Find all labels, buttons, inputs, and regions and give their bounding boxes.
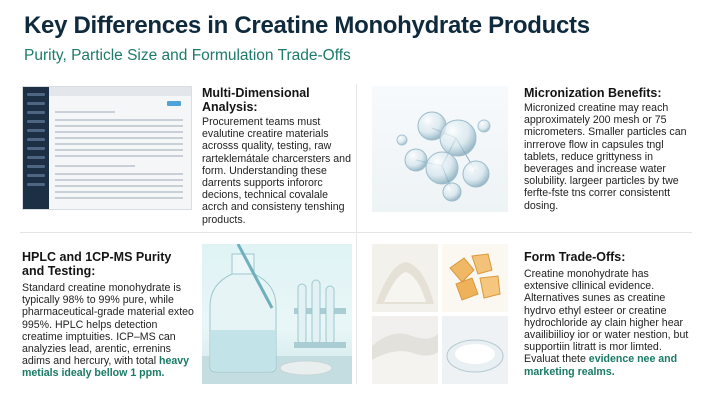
dashboard-sidebar — [23, 87, 49, 209]
hplc-body-highlight: heavy metials idealy bellow 1 ppm. — [22, 355, 190, 380]
analysis-title: Multi-Dimensional Analysis: — [202, 86, 310, 114]
dashboard-topbar — [49, 87, 191, 96]
form-title: Form Trade-Offs: — [524, 250, 626, 264]
dashboard-button-graphic — [167, 101, 181, 106]
form-body-highlight: evidence nee and marketing realms. — [524, 353, 678, 378]
page-title: Key Differences in Creatine Monohydrate Products — [24, 12, 590, 39]
analysis-body: Procurement teams must evalutine creatire materials acrosss quality, testing, raw rarteklemátale charcersters and form. Understanding these darrents supports infororc decions, technical covalale acrch and consisteny tenshing products. — [202, 116, 351, 226]
micronization-body: Micronized creatine may reach approximately 200 mesh or 75 micrometers. Smaller particles can inrrerove flow in capsules tngl tablets, reduce grittyness in beverages and increase water solubility. largeer particles by twe ferfte-fste tns correr consistentt dosing. — [524, 102, 687, 212]
form-body — [524, 268, 696, 378]
fine-powder-image — [372, 316, 438, 384]
form-body-text: Creatine monohydrate has extensive cllinical evidence. Alternatives sunes as creatine hydrvo ethyl esteer or creatine hydrochloride ay clain higher hear availibiilioy ior or water nestion, but supportiin litratt is mor limted. Evaluat thete — [524, 268, 689, 366]
lab-glassware-image — [202, 244, 352, 384]
hplc-body — [22, 282, 198, 380]
dashboard-screenshot-image — [22, 86, 192, 210]
particle-bubbles-image — [372, 86, 508, 212]
vertical-divider — [356, 84, 357, 384]
page-subtitle: Purity, Particle Size and Formulation Trade-Offs — [24, 47, 351, 64]
creatine-forms-image — [372, 244, 508, 384]
micronization-title: Micronization Benefits: — [524, 86, 662, 100]
dish-powder-image — [442, 316, 508, 384]
hplc-title: HPLC and 1CP-MS Purity and Testing: — [22, 250, 172, 278]
powder-pile-image — [372, 244, 438, 312]
crystal-chunks-image — [442, 244, 508, 312]
hplc-body-text: Standard creatine monohydrate is typically 98% to 99% pure, while pharmaceutical-grade material exteo 995%. HPLC helps detection creatime imptuities. ICP–MS can analyzies lead, arentic, errenins adims and hercury, with total — [22, 282, 194, 368]
